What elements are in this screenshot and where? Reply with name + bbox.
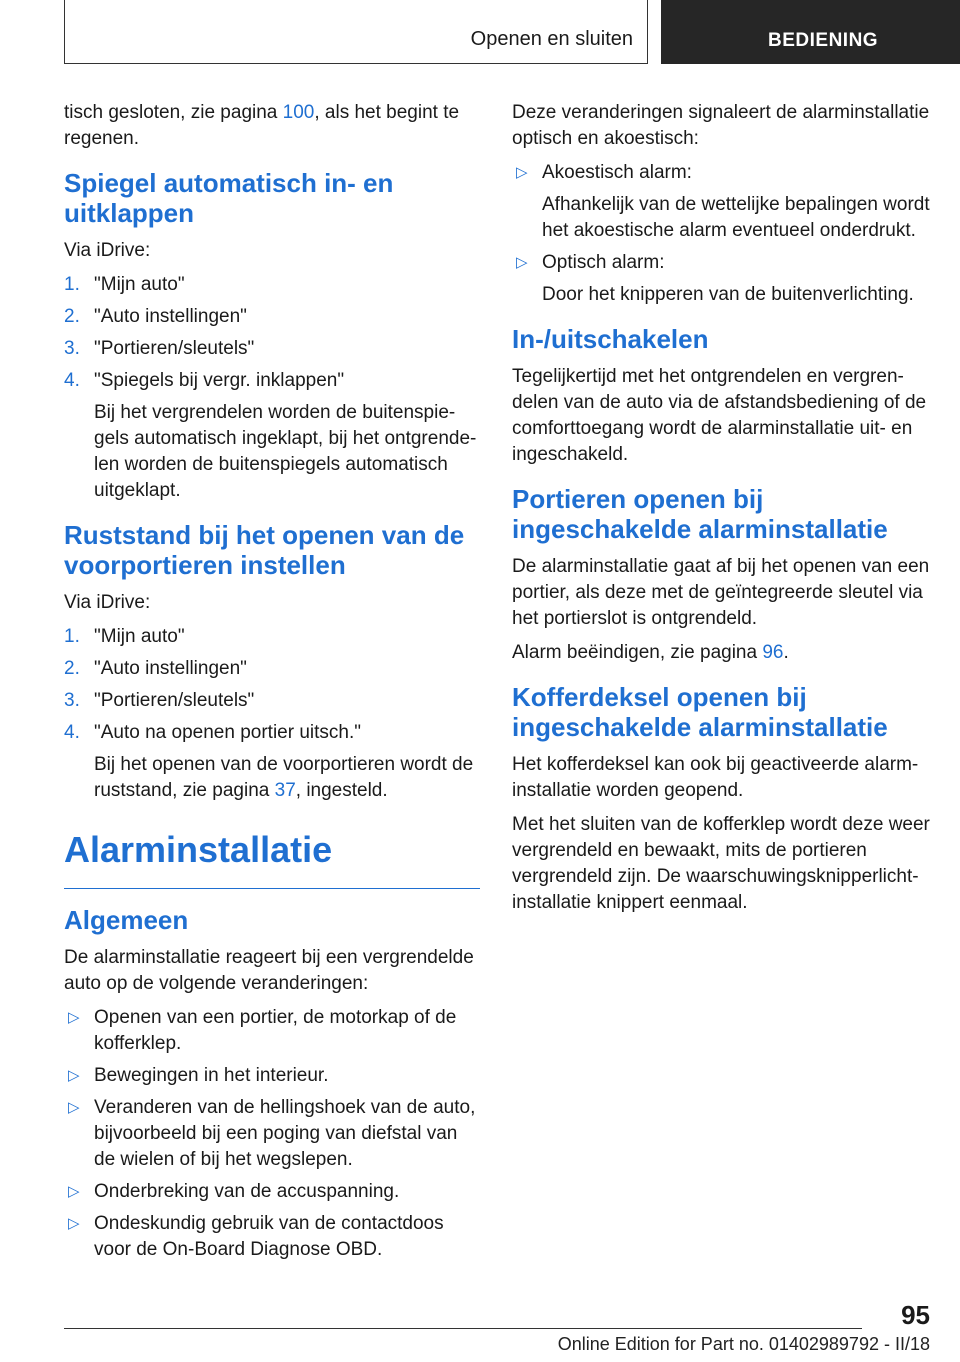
triangle-bullet-icon: ▷ [68, 1215, 80, 1232]
page-link-96[interactable]: 96 [762, 642, 784, 663]
heading-alarminstallatie: Alarminstallatie [64, 828, 480, 889]
list-item: ▷ Openen van een portier, de motorkap of de kofferklep. [68, 1007, 457, 1054]
list-item: ▷ Ondeskundig gebruik van de contactdoos voor de On-Board Diagnose OBD. [68, 1213, 444, 1260]
via-idrive-2: Via iDrive: [64, 592, 151, 613]
triangle-bullet-icon: ▷ [516, 254, 528, 271]
triangle-bullet-icon: ▷ [68, 1067, 80, 1084]
heading-spiegel: Spiegel automatisch in- en uitklappen [64, 168, 394, 228]
header-section-title: Openen en sluiten [470, 28, 633, 50]
list-item: 3. "Portieren/sleutels" [64, 690, 255, 711]
edition-footer: Online Edition for Part no. 01402989792 - II/18 [557, 1334, 930, 1354]
list-item: 4. "Spiegels bij vergr. inklappen" Bij het vergrendelen worden de buitenspiegels automatisch ingeklapt, bij het ontgrendelen worden de buitenspiegels automatisch uitgeklapt. [64, 368, 480, 504]
list-item: 4. "Auto na openen portier uitsch." Bij het openen van de voorportieren wordt de ruststand, zie pagina 37, ingesteld. [64, 720, 480, 804]
steps-list-spiegel [64, 272, 480, 504]
left-column [64, 100, 480, 1271]
inuit-paragraph: Tegelijkertijd met het ontgrendelen en vergrendelen van de auto via de afstandsbediening of de comforttoegang wordt de alarminstallatie uit- en ingeschakeld. [512, 366, 927, 465]
via-idrive-1: Via iDrive: [64, 240, 151, 261]
heading-portieren: Portieren openen bij ingeschakelde alarminstallatie [512, 484, 888, 544]
list-item: 3. "Portieren/sleutels" [64, 338, 255, 359]
list-item: 1. "Mijn auto" [64, 626, 185, 647]
list-item: 2. "Auto instellingen" [64, 658, 247, 679]
heading-ruststand: Ruststand bij het openen van de voorportieren instellen [64, 520, 465, 580]
heading-kofferdeksel: Kofferdeksel openen bij ingeschakelde alarminstallatie [512, 682, 888, 742]
portieren-paragraph: De alarminstallatie gaat af bij het openen van een portier, als deze met de geïntegreerde sleutel via het portierslot is ontgrendeld. [512, 556, 930, 629]
step-note: Bij het openen van de voorportieren wordt de ruststand, zie pagina 37, ingesteld. [94, 754, 474, 801]
page-link-100[interactable]: 100 [282, 102, 315, 123]
list-item: ▷ Optisch alarm: Door het knipperen van de buitenverlichting. [516, 252, 914, 305]
triangle-bullet-icon: ▷ [516, 164, 528, 181]
right-column [512, 100, 932, 924]
signal-intro: Deze veranderingen signaleert de alarminstallatie optisch en akoestisch: [512, 102, 930, 149]
list-item: ▷ Bewegingen in het interieur. [64, 1063, 480, 1089]
koffer-paragraph-1: Het kofferdeksel kan ook bij geactiveerde alarminstallatie worden geopend. [512, 754, 919, 801]
list-item: ▷ Veranderen van de hellingshoek van de auto, bijvoorbeeld bij een poging van diefstal van de wielen of bij het wegslepen. [68, 1097, 476, 1170]
signal-list [512, 160, 932, 308]
intro-paragraph: tisch gesloten, zie pagina 100, als het begint te regenen. [64, 102, 460, 149]
page-link-37[interactable]: 37 [274, 780, 296, 801]
triangle-bullet-icon: ▷ [68, 1009, 80, 1026]
page-number: 95 [901, 1300, 930, 1330]
heading-in-uitschakelen: In-/uitschakelen [512, 324, 709, 354]
list-item: ▷ Onderbreking van de accuspanning. [64, 1179, 480, 1205]
list-item: 1. "Mijn auto" [64, 274, 185, 295]
alarm-triggers-list [64, 1005, 480, 1263]
header-chapter-title: BEDIENING [768, 30, 879, 51]
algemeen-paragraph: De alarminstallatie reageert bij een vergrendelde auto op de volgende veranderingen: [64, 947, 474, 994]
triangle-bullet-icon: ▷ [68, 1099, 80, 1116]
koffer-paragraph-2: Met het sluiten van de kofferklep wordt deze weer vergrendeld en bewaakt, mits de portieren vergrendeld zijn. De waarschuwingsknipperlichtinstallatie knippert eenmaal. [512, 814, 930, 913]
alarm-end-paragraph: Alarm beëindigen, zie pagina 96. [512, 642, 789, 663]
steps-list-ruststand [64, 624, 480, 804]
step-note: Bij het vergrendelen worden de buitenspiegels automatisch ingeklapt, bij het ontgrendelen worden de buitenspiegels automatisch uitgeklapt. [94, 402, 477, 501]
list-item: ▷ Akoestisch alarm: Afhankelijk van de wettelijke bepalingen wordt het akoestische alarm eventueel onderdrukt. [516, 162, 930, 241]
heading-algemeen: Algemeen [64, 905, 189, 935]
header-chapter-tab [661, 0, 960, 64]
list-item: 2. "Auto instellingen" [64, 306, 247, 327]
triangle-bullet-icon: ▷ [68, 1183, 80, 1200]
header-section-box [64, 0, 648, 64]
footer-divider [64, 1328, 862, 1329]
